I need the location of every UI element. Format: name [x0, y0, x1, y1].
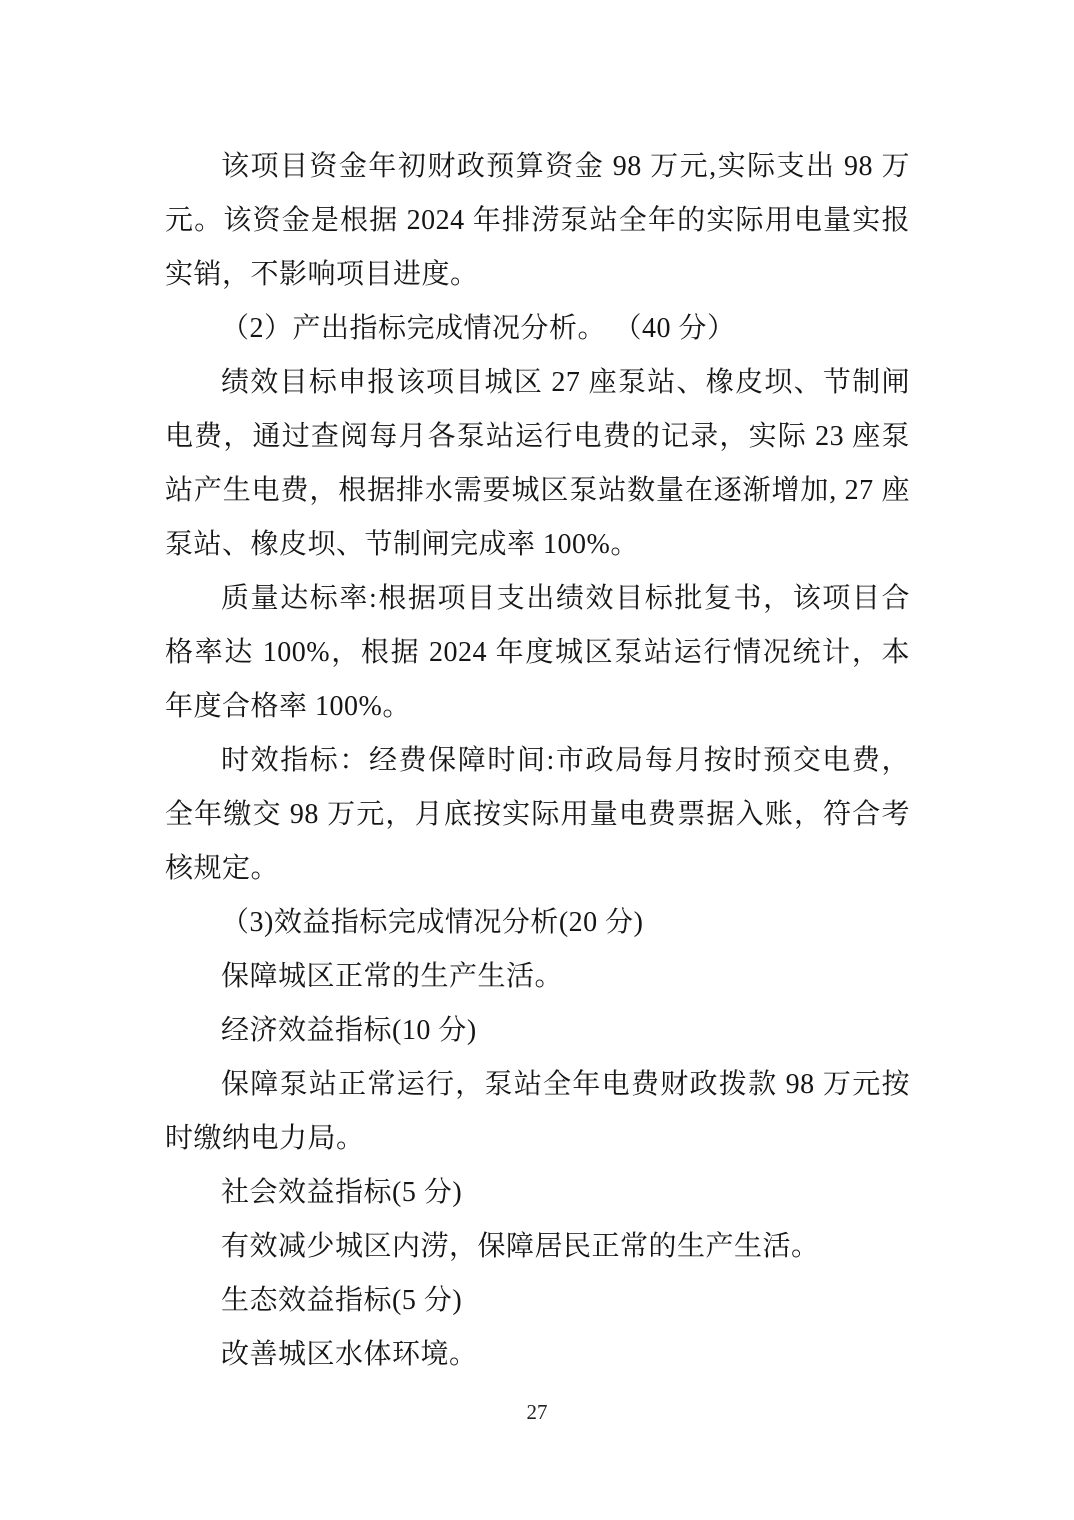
- heading-benefit-indicator-analysis: （3)效益指标完成情况分析(20 分): [221, 907, 644, 938]
- paragraph-output-indicator-detail: 绩效目标申报该项目城区 27 座泵站、橡皮坝、节制闸电费，通过查阅每月各泵站运行电费的记录，实际 23 座泵站产生电费，根据排水需要城区泵站数量在逐渐增加, 27 座泵站、橡皮坝、节制闸完成率 100%。: [165, 367, 910, 560]
- paragraph-funding-summary: 该项目资金年初财政预算资金 98 万元,实际支出 98 万元。该资金是根据 2024 年排涝泵站全年的实际用电量实报实销，不影响项目进度。: [165, 151, 910, 290]
- heading-social-benefit-indicator: 社会效益指标(5 分): [221, 1177, 463, 1208]
- paragraph-benefit-summary: 保障城区正常的生产生活。: [221, 961, 564, 992]
- paragraph-quality-rate: 质量达标率:根据项目支出绩效目标批复书，该项目合格率达 100%，根据 2024 年度城区泵站运行情况统计，本年度合格率 100%。: [165, 583, 910, 722]
- paragraph-timeliness-indicator: 时效指标：经费保障时间:市政局每月按时预交电费，全年缴交 98 万元，月底按实际用量电费票据入账，符合考核规定。: [165, 745, 910, 884]
- page-number: 27: [526, 1400, 548, 1424]
- document-body: [165, 140, 910, 1382]
- paragraph-social-benefit-detail: 有效减少城区内涝，保障居民正常的生产生活。: [221, 1231, 820, 1262]
- heading-ecological-benefit-indicator: 生态效益指标(5 分): [221, 1285, 463, 1316]
- heading-economic-benefit-indicator: 经济效益指标(10 分): [221, 1015, 477, 1046]
- paragraph-ecological-benefit-detail: 改善城区水体环境。: [221, 1339, 478, 1370]
- heading-output-indicator-analysis: （2）产出指标完成情况分析。 （40 分）: [221, 313, 736, 344]
- paragraph-economic-benefit-detail: 保障泵站正常运行，泵站全年电费财政拨款 98 万元按时缴纳电力局。: [165, 1069, 910, 1154]
